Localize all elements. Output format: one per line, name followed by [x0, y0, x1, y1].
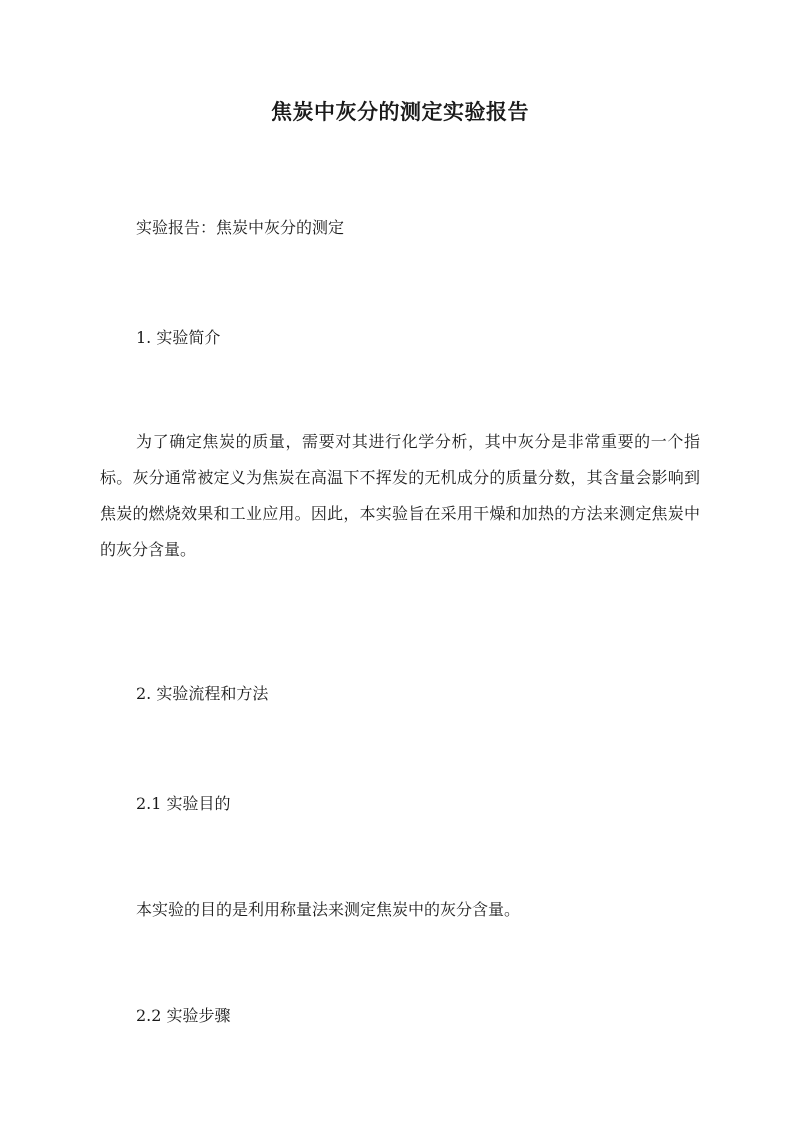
section-heading-procedure: 2. 实验流程和方法: [136, 684, 269, 703]
section-heading-purpose: 2.1 实验目的: [136, 794, 231, 813]
purpose-paragraph: 本实验的目的是利用称量法来测定焦炭中的灰分含量。: [136, 900, 521, 919]
document-title: 焦炭中灰分的测定实验报告: [271, 99, 529, 124]
report-subtitle: 实验报告：焦炭中灰分的测定: [136, 218, 345, 237]
section-heading-intro: 1. 实验简介: [136, 328, 221, 347]
intro-paragraph: 为了确定焦炭的质量，需要对其进行化学分析，其中灰分是非常重要的一个指标。灰分通常被定义为焦炭在高温下不挥发的无机成分的质量分数，其含量会影响到焦炭的燃烧效果和工业应用。因此，本实验旨在采用干燥和加热的方法来测定焦炭中的灰分含量。: [100, 432, 700, 559]
section-heading-steps: 2.2 实验步骤: [136, 1006, 231, 1025]
